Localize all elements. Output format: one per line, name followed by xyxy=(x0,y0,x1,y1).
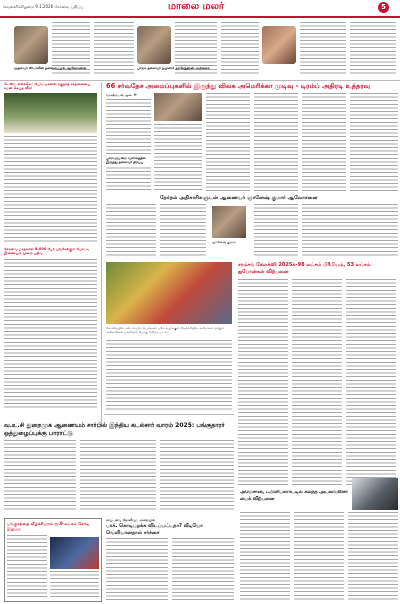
text-block xyxy=(346,279,396,487)
headline: பாக். கொடிபறக்க விடப்பட்டதா? வீடியோ வெளியானதால் சர்ச்சை xyxy=(106,523,203,536)
divider xyxy=(104,414,234,415)
page-number-badge xyxy=(378,2,389,13)
text-block xyxy=(302,93,346,191)
text-block xyxy=(80,440,156,512)
text-block xyxy=(300,22,346,74)
lead-story xyxy=(104,93,400,193)
election-commissioner-photo xyxy=(212,206,246,238)
text-block xyxy=(348,512,398,600)
headline: கோவை மாநகரில் 8,000 பேர் பங்கேற்கும் போட்டி இணையம் மூலம் பதிவு xyxy=(4,247,90,256)
headline: டெஸ்ட் கிரிக்கெட் போட்டிகளில் ரகுநாத் சாதனையை சமன் செய்த வீரர் xyxy=(4,82,91,91)
person-photo-1 xyxy=(14,26,48,64)
text-block xyxy=(106,538,168,600)
text-block xyxy=(4,136,97,244)
kicker: சாப்டவை கோலிவுட் அறையில் xyxy=(106,518,156,522)
text-block xyxy=(7,535,47,599)
photo-caption: ஞானேஷ் குமார் xyxy=(212,240,236,244)
text-block xyxy=(240,512,290,600)
text-block xyxy=(238,279,288,487)
text-block xyxy=(206,93,250,191)
bike-photo xyxy=(352,478,398,510)
top-strip xyxy=(0,18,400,80)
stock-graph-photo xyxy=(50,537,99,569)
headline: பங்குசந்தை வீழ்ச்சியால் ரூ.9 லட்சம் கோடி இழப்பு xyxy=(7,521,90,532)
dateline: வாஷிங்டன், ஜன. 9- xyxy=(106,93,138,97)
text-block xyxy=(50,571,99,599)
divider xyxy=(101,82,102,422)
lead-headline: 66 சர்வதேச அமைப்புகளில் இருந்து விலக அமெரிக்கா முடிவு - டிரம்ப் அதிரடி உத்தரவு xyxy=(106,82,371,90)
event-photo xyxy=(106,262,232,324)
masthead xyxy=(0,0,400,18)
text-block xyxy=(106,204,156,258)
trump-photo xyxy=(154,93,202,121)
text-block xyxy=(302,204,398,258)
boxed-story xyxy=(4,518,102,602)
photo-caption: கோவையில் நடைபெற்ற பொங்கல் பரிசு வழங்கும் நிகழ்ச்சியில் அமைச்சர் மற்றும் அதிகாரிகள் பங்கேற்ற போது எடுத்த படம். xyxy=(106,326,225,334)
headline: தேர்தல் அதிகாரிகளுடன் ஆணையர் ஞானேஷ் குமார் ஆலோசனை xyxy=(160,195,318,201)
text-block xyxy=(4,440,76,512)
top-strip-caption: முதல்வர் ஸ்டாலின் தலைமையில் ஆலோசனை xyxy=(14,66,87,70)
text-block xyxy=(160,440,234,512)
headline: அமேசான், ஃபிளிப்கார்ட்டில் கலந்த அட்வைஸ்சர் பைக் விற்பனை xyxy=(240,490,348,502)
election-story xyxy=(104,204,400,260)
text-block xyxy=(254,204,298,258)
date-line: வெள்ளிக்கிழமை 9.1.2026 கோவை பதிப்பு xyxy=(3,4,83,9)
person-photo-3 xyxy=(262,26,296,64)
headline: சாம்சங் கேலக்ஸி 2025க்-98 லட்சம் பிரீமியம், 53 லட்சம் ஐபோன்கள் விற்பனை xyxy=(238,262,371,275)
amazon-story xyxy=(240,512,398,602)
top-strip-caption: பாஜக தலைவர் நயினார் நாகேந்திரன் அறிக்கை xyxy=(137,66,210,70)
text-block xyxy=(172,538,234,600)
newspaper-title: மாலை மலர் xyxy=(168,1,225,12)
bottom-story xyxy=(104,518,236,602)
text-block xyxy=(4,259,97,409)
headline: வ.உ.சி துறைமுக ஆணையம் சார்பில் இந்திய கடல்சார் வாரம் 2025: பங்குதாரர் ஒத்துழைப்புக்கு பாராட்டு xyxy=(4,422,225,437)
sub-headline: பாராளுமன்ற வளாகத்தில் இருந்து தலைவர் திறப்பு xyxy=(106,156,154,165)
festival-story xyxy=(104,262,234,412)
text-block xyxy=(160,204,206,258)
divider xyxy=(0,80,400,81)
text-block xyxy=(106,340,232,410)
cricketer-photo xyxy=(4,93,97,133)
text-block xyxy=(254,93,298,191)
text-block xyxy=(350,93,398,191)
text-block xyxy=(350,22,396,74)
page-number: 5 xyxy=(381,3,386,11)
text-block xyxy=(294,512,344,600)
vaoc-story xyxy=(4,440,234,514)
text-block xyxy=(292,279,342,487)
text-block xyxy=(154,124,202,191)
text-block xyxy=(106,99,151,191)
samsung-story xyxy=(238,279,398,489)
person-photo-2 xyxy=(137,26,171,64)
